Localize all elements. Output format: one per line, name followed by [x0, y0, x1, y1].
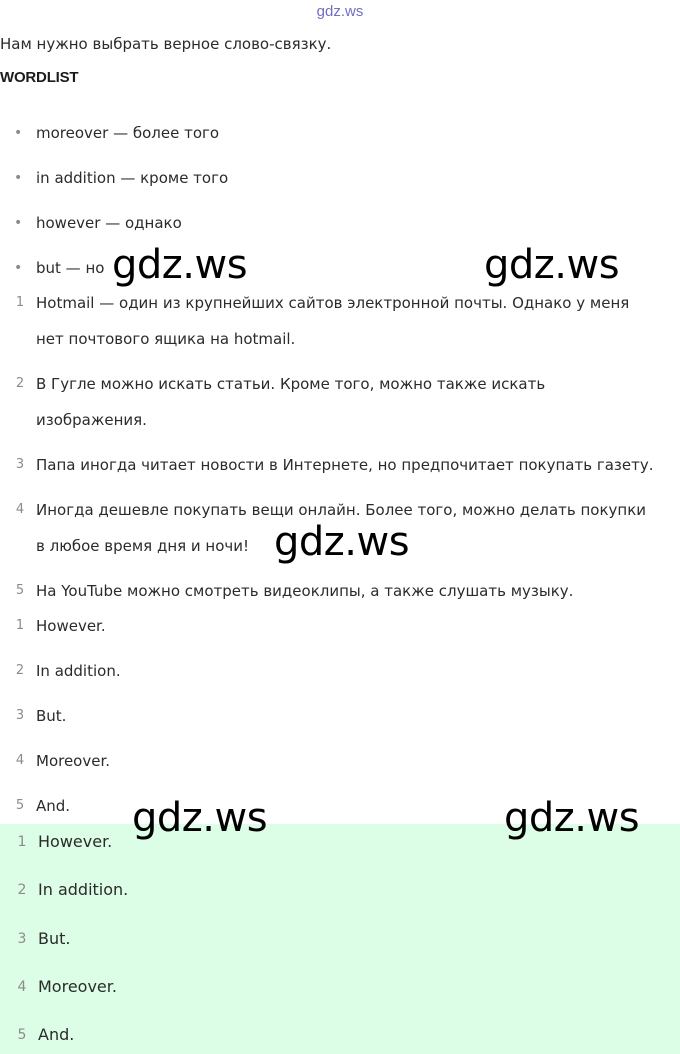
answer-number: 5 [15, 798, 25, 813]
watermark: gdz.ws [112, 242, 248, 288]
bullet-icon: • [14, 170, 23, 186]
sentence-line: в любое время дня и ночи! [36, 537, 250, 555]
intro-text: Нам нужно выбрать верное слово-связку. [0, 35, 332, 53]
sentence-number: 2 [15, 376, 25, 391]
answer-text: Moreover. [36, 752, 111, 770]
sentence-line: В Гугле можно искать статьи. Кроме того, можно также искать [36, 375, 546, 393]
sentence-number: 4 [15, 502, 25, 517]
answer-text: However. [36, 617, 106, 635]
wordlist-item: however — однако [36, 214, 182, 232]
answer-panel-number: 1 [17, 834, 27, 850]
wordlist-heading: WORDLIST [0, 69, 79, 86]
answer-panel-number: 3 [17, 931, 27, 947]
answer-text: In addition. [36, 662, 121, 680]
answer-panel-number: 5 [17, 1027, 27, 1043]
bullet-icon: • [14, 215, 23, 231]
bullet-icon: • [14, 125, 23, 141]
sentence-line: Папа иногда читает новости в Интернете, но предпочитает покупать газету. [36, 456, 654, 474]
answer-number: 1 [15, 618, 25, 633]
answer-panel-text: But. [38, 929, 71, 948]
answer-text: But. [36, 707, 67, 725]
sentence-line: На YouTube можно смотреть видеоклипы, а также слушать музыку. [36, 582, 574, 600]
answer-panel-number: 4 [17, 979, 27, 995]
sentence-number: 3 [15, 457, 25, 472]
answer-panel-number: 2 [17, 882, 27, 898]
answer-panel [0, 824, 680, 1054]
answer-number: 4 [15, 753, 25, 768]
answer-number: 3 [15, 708, 25, 723]
answer-panel-text: However. [38, 832, 113, 851]
sentence-number: 5 [15, 583, 25, 598]
answer-number: 2 [15, 663, 25, 678]
answer-text: And. [36, 797, 71, 815]
answer-panel-text: In addition. [38, 880, 129, 899]
watermark: gdz.ws [504, 795, 640, 841]
watermark: gdz.ws [484, 242, 620, 288]
sentence-number: 1 [15, 295, 25, 310]
answer-panel-text: And. [38, 1025, 75, 1044]
sentence-line: Иногда дешевле покупать вещи онлайн. Более того, можно делать покупки [36, 501, 647, 519]
watermark: gdz.ws [274, 519, 410, 565]
sentence-line: нет почтового ящика на hotmail. [36, 330, 296, 348]
site-tag[interactable]: gdz.ws [316, 3, 364, 20]
sentence-line: Hotmail — один из крупнейших сайтов электронной почты. Однако у меня [36, 294, 630, 312]
answer-panel-text: Moreover. [38, 977, 117, 996]
bullet-icon: • [14, 260, 23, 276]
sentence-line: изображения. [36, 411, 147, 429]
wordlist-item: in addition — кроме того [36, 169, 229, 187]
watermark: gdz.ws [132, 795, 268, 841]
wordlist-item: but — но [36, 259, 105, 277]
wordlist-item: moreover — более того [36, 124, 220, 142]
